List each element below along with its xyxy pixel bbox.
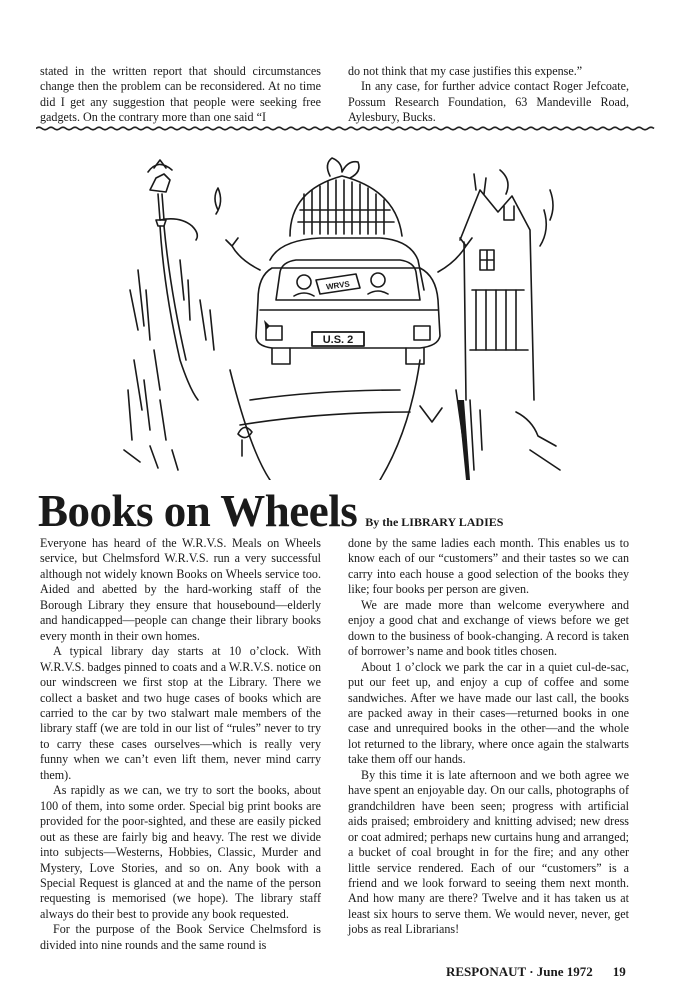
page-footer [446, 964, 626, 980]
paragraph: By this time it is late afternoon and we both agree we have spent an enjoyable day. On our calls, photographs of grandchildren have been seen; progress with artificial aids praised; embroidery and knitting advised; new dress or coat admired; perhaps new curtains hung and arranged; a bucket of coal brought in for the fire; and any other little service rendered. Each of our “customers” is a friend and we look forward to seeing them next month. And how many are there? Twelve and it has taken us at least six hours to serve them. We would never, never, get jobs as real Librarians! [348, 767, 629, 937]
number-plate-text: U.S. 2 [322, 334, 354, 346]
paragraph: stated in the written report that should circumstances change then the problem can be reconsidered. At no time did I get any suggestion that people were seeking free gadgets. On the contrary more than one said “I [40, 64, 321, 125]
paragraph: About 1 o’clock we park the car in a quiet cul-de-sac, put our feet up, and enjoy a cup of coffee and some sandwiches. After we have made our last call, the books are packed away in their cases—returned books in one case and unrequired books in the other—and the whole lot returned to the library, where once again the stalwarts take them off our hands. [348, 659, 629, 767]
paragraph: In any case, for further advice contact Roger Jefcoate, Possum Research Foundation, 63 Mandeville Road, Aylesbury, Bucks. [348, 79, 629, 125]
paragraph: We are made more than welcome everywhere and enjoy a good chat and exchange of views before we get down to the business of book-changing. A record is taken of borrower’s name and book titles chosen. [348, 597, 629, 659]
publication-name: RESPONAUT · June 1972 [446, 964, 593, 979]
book-stack-icon [290, 158, 402, 236]
article-title: Books on Wheels [38, 486, 358, 536]
paragraph: For the purpose of the Book Service Chelmsford is divided into nine rounds and the same round is [40, 922, 321, 952]
paragraph: Everyone has heard of the W.R.V.S. Meals on Wheels service, but Chelmsford W.R.V.S. run a very successful although not widely known Books on Wheels service too. Aided and abetted by the hard-working staff of the Borough Library they ensure that housebound—elderly and handicapped—people can change their library books every month in their own homes. [40, 536, 321, 643]
paragraph: done by the same ladies each month. This enables us to know each of our “customers” and their tastes so we can carry into each house a good selection of the books they like; four books per person are given. [348, 536, 629, 597]
paragraph: A typical library day starts at 10 o’clock. With W.R.V.S. badges pinned to coats and a W.R.V.S. notice on our windscreen we first stop at the Library. There we collect a basket and two huge cases of books which are carried to the car by two stalwart male members of the library staff (we are told in our list of “rules” never to try to carry these cases ourselves—which is really very funny when we can’t even lift them, never mind carry them). [40, 644, 321, 782]
article-byline: By the LIBRARY LADIES [365, 515, 504, 529]
wrvs-notice-text: WRVS [325, 279, 351, 292]
house-icon [460, 170, 553, 400]
article-column-right [348, 536, 629, 938]
article-column-left [40, 536, 321, 953]
continued-text-right [348, 64, 629, 126]
car-loaded-with-books-sketch [120, 150, 570, 480]
paragraph: do not think that my case justifies this expense.” [348, 64, 583, 78]
article-headline [38, 485, 503, 537]
paragraph: As rapidly as we can, we try to sort the books, about 100 of them, into some order. Special big print books are provided for the poor-sighted, and these are easily picked out as these are fairly big and heavy. The rest we divide into subjects—Westerns, Hobbies, Classic, Murder and Mystery, Love Stories, and so on. Any book with a Special Request is glanced at and the name of the person requesting is memorised (we hope). The library staff always do their best to provide any book requested. [40, 783, 321, 921]
page-number: 19 [612, 964, 626, 979]
continued-text-left [40, 64, 321, 126]
section-divider [36, 126, 656, 131]
